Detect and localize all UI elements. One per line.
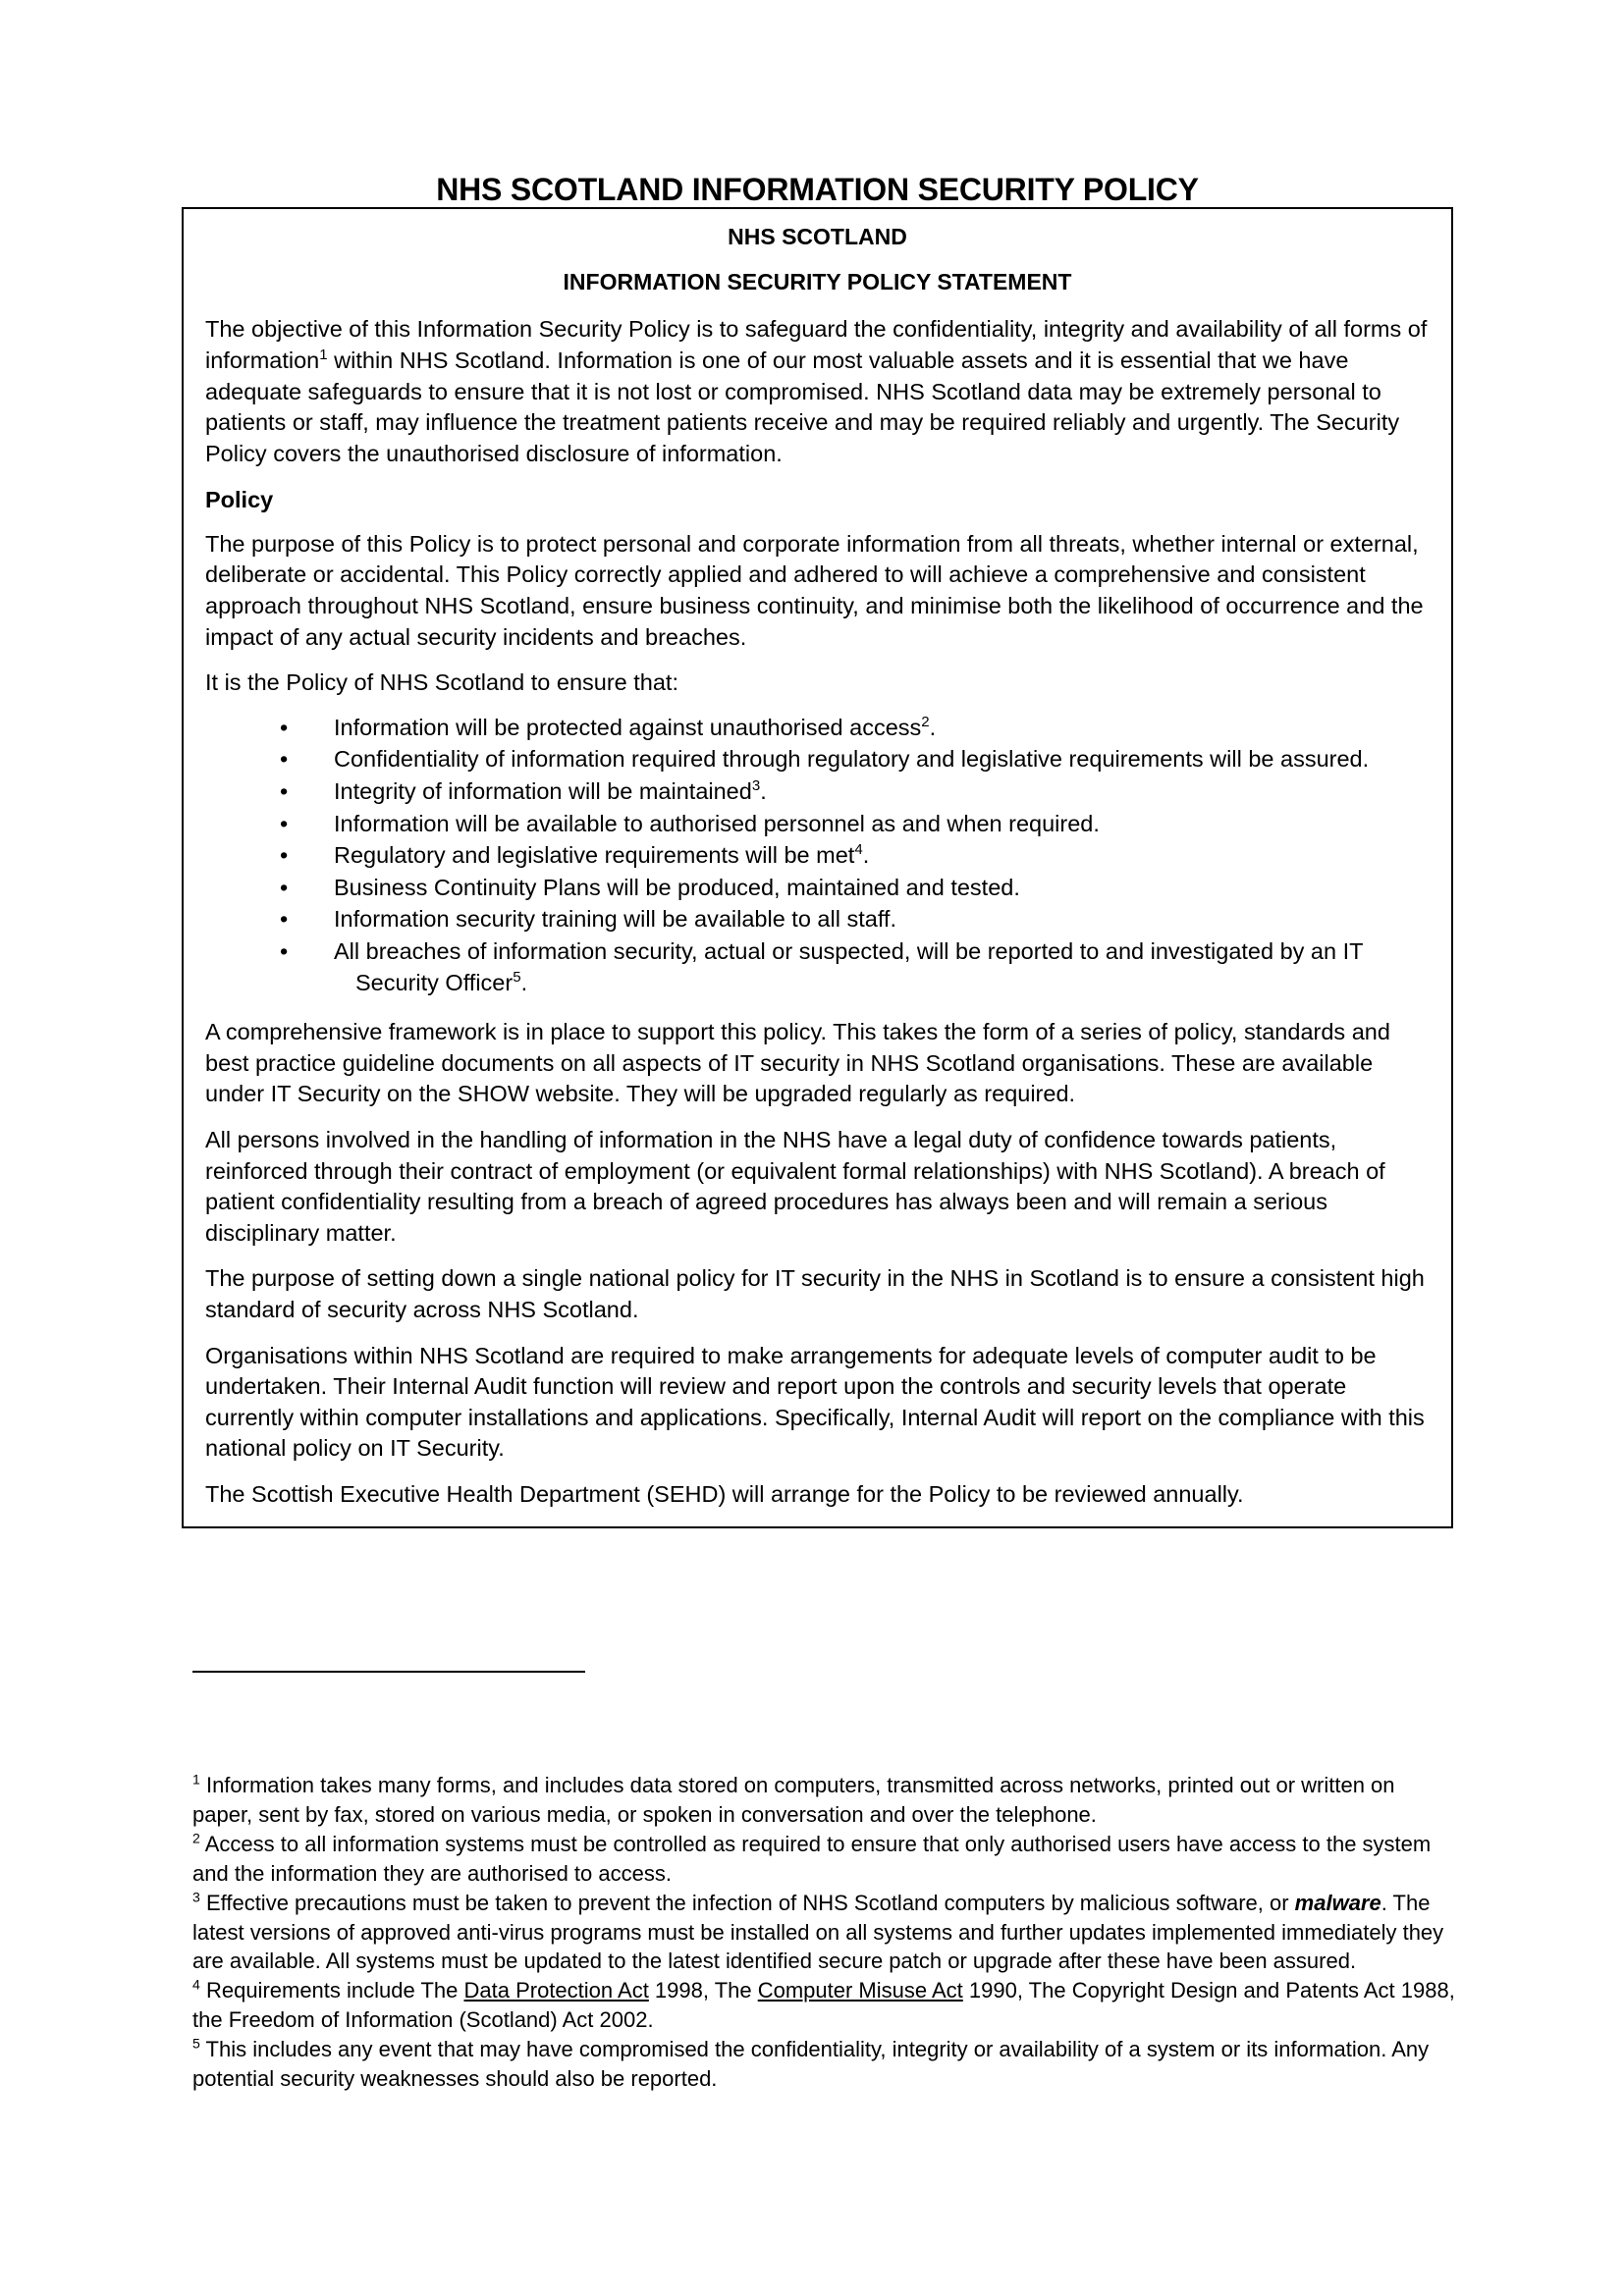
footnote-1 [192, 1771, 1457, 1830]
paragraph-organisations-audit: Organisations within NHS Scotland are required to make arrangements for adequate levels of computer audit to be undertaken. Their Internal Audit function will review and report upon the controls and security levels that operate currently within computer installations and applications. Specifically, Internal Audit will report on the compliance with this national policy on IT Security. [205, 1342, 1425, 1462]
list-item-suffix: . [520, 969, 528, 995]
footnote-3 [192, 1889, 1457, 1977]
footnote-3-text-part1: Effective precautions must be taken to prevent the infection of NHS Scotland computers by malicious software, or [199, 1890, 1295, 1915]
footnote-4-text-part2: 1998, The [648, 1978, 758, 2003]
policy-statement-box [182, 207, 1453, 1528]
list-item: • Information will be available to authorised personnel as and when required. [280, 810, 1100, 836]
footnote-5 [192, 2035, 1457, 2094]
footnote-marker-4: 4 [192, 1977, 200, 1994]
list-item: • Information security training will be available to all staff. [280, 906, 896, 933]
paragraph-persons-duty: All persons involved in the handling of information in the NHS have a legal duty of confidence towards patients, reinforced through their contract of employment (or equivalent formal relationships) with NHS Scotland). A breach of patient confidentiality resulting from a breach of agreed procedures has always been and will remain a serious disciplinary matter. [205, 1126, 1385, 1246]
list-item-text: Business Continuity Plans will be produced, maintained and tested. [334, 874, 1020, 900]
footnote-separator [192, 1671, 585, 1673]
list-item-text: Information will be available to authorised personnel as and when required. [334, 810, 1100, 836]
box-heading-statement: INFORMATION SECURITY POLICY STATEMENT [563, 268, 1072, 294]
paragraph-policy-purpose: The purpose of this Policy is to protect personal and corporate information from all threats, whether internal or external, deliberate or accidental. This Policy correctly applied and adhered to will achieve a comprehensive and consistent approach throughout NHS Scotland, ensure business continuity, and minimise both the likelihood of occurrence and the impact of any actual security incidents and breaches. [205, 530, 1424, 650]
list-item-text: Information security training will be available to all staff. [334, 906, 896, 933]
list-item-text: All breaches of information security, actual or suspected, will be reported to and investigated by an IT Security Officer [334, 938, 1364, 995]
paragraph-sehd-review: The Scottish Executive Health Department (SEHD) will arrange for the Policy to be reviewed annually. [205, 1480, 1244, 1507]
list-item-suffix: . [862, 842, 870, 869]
footnote-2-text: Access to all information systems must be controlled as required to ensure that only authorised users have access to the system and the information they are authorised to access. [192, 1831, 1432, 1886]
footnote-marker-1: 1 [192, 1771, 200, 1788]
objective-text-part2: within NHS Scotland. Information is one of our most valuable assets and it is essential that we have adequate safeguards to ensure that it is not lost or compromised. NHS Scotland data may be extremely personal to patients or staff, may influence the treatment patients receive and may be required reliably and urgently. The Security Policy covers the unauthorised disclosure of information. [205, 347, 1400, 466]
footnote-3-text-part2: . The latest versions of approved anti-virus programs must be installed on all systems and further updates implemented immediately they are available. All systems must be updated to the latest identified secure patch or upgrade after these have been assured. [192, 1890, 1444, 1974]
footnote-marker-3: 3 [192, 1889, 200, 1905]
list-item: • Regulatory and legislative requirements will be met$^4$. [280, 841, 870, 869]
footnote-ref-3: 3 [751, 777, 761, 795]
footnote-3-emphasis-malware: malware [1294, 1890, 1381, 1915]
footnote-5-text: This includes any event that may have compromised the confidentiality, integrity or availability of a system or its information. Any potential security weaknesses should also be reported. [192, 2037, 1430, 2092]
list-item-text: Regulatory and legislative requirements will be met [334, 842, 855, 869]
footnote-ref-2: 2 [921, 714, 930, 731]
footnote-4-text-part3: 1990, The Copyright Design and Patents Act 1988, the Freedom of Information (Scotland) Act 2002. [192, 1978, 1455, 2033]
footnote-ref-5: 5 [513, 968, 521, 986]
footnote-4-text-part1: Requirements include The [199, 1978, 464, 2003]
footnote-ref-4: 4 [854, 841, 863, 859]
footnote-marker-2: 2 [192, 1830, 200, 1846]
footnote-1-text: Information takes many forms, and includes data stored on computers, transmitted across networks, printed out or written on paper, sent by fax, stored on various media, or spoken in conversation and over the telephone. [192, 1773, 1395, 1827]
list-item-text: Confidentiality of information required through regulatory and legislative requirements will be assured. [334, 746, 1370, 773]
paragraph-national-policy-purpose: The purpose of setting down a single national policy for IT security in the NHS in Scotland is to ensure a consistent high standard of security across NHS Scotland. [205, 1265, 1425, 1322]
list-item: • All breaches of information security, actual or suspected, will be reported to and investigated by an IT Security Officer$^5$. [280, 938, 1364, 995]
list-item-text: Integrity of information will be maintained [334, 778, 752, 805]
list-item: • Information will be protected against unauthorised access$^2$. [280, 714, 937, 740]
list-item: • Integrity of information will be maintained$^3$. [280, 777, 767, 805]
section-heading-policy: Policy [205, 487, 274, 513]
footnote-marker-5: 5 [192, 2035, 200, 2052]
footnote-2 [192, 1830, 1457, 1889]
footnote-ref-1: 1 [319, 347, 328, 364]
list-item: • Business Continuity Plans will be produced, maintained and tested. [280, 874, 1020, 900]
list-item-text: Information will be protected against unauthorised access [334, 714, 922, 740]
paragraph-framework: A comprehensive framework is in place to support this policy. This takes the form of a series of policy, standards and best practice guideline documents on all aspects of IT security in NHS Scotland organisations. These are available under IT Security on the SHOW website. They will be upgraded regularly as required. [205, 1019, 1390, 1107]
footnote-4 [192, 1976, 1457, 2035]
paragraph-list-lead-in: It is the Policy of NHS Scotland to ensure that: [205, 669, 678, 696]
footnotes-section [192, 1771, 1457, 2094]
policy-commitments-list [205, 713, 1430, 998]
box-heading-organisation: NHS SCOTLAND [728, 224, 907, 249]
footnote-4-act-data-protection: Data Protection Act [463, 1978, 649, 2003]
footnote-4-act-computer-misuse: Computer Misuse Act [757, 1978, 963, 2003]
list-item-suffix: . [929, 714, 937, 740]
paragraph-objective [205, 314, 1430, 469]
objective-text-part1: The objective of this Information Security Policy is to safeguard the confidentiality, integrity and availability of all forms of information [205, 316, 1428, 373]
list-item: • Confidentiality of information required through regulatory and legislative requirements will be assured. [280, 746, 1370, 773]
list-item-suffix: . [760, 778, 767, 805]
page-title: NHS SCOTLAND INFORMATION SECURITY POLICY [436, 172, 1199, 208]
